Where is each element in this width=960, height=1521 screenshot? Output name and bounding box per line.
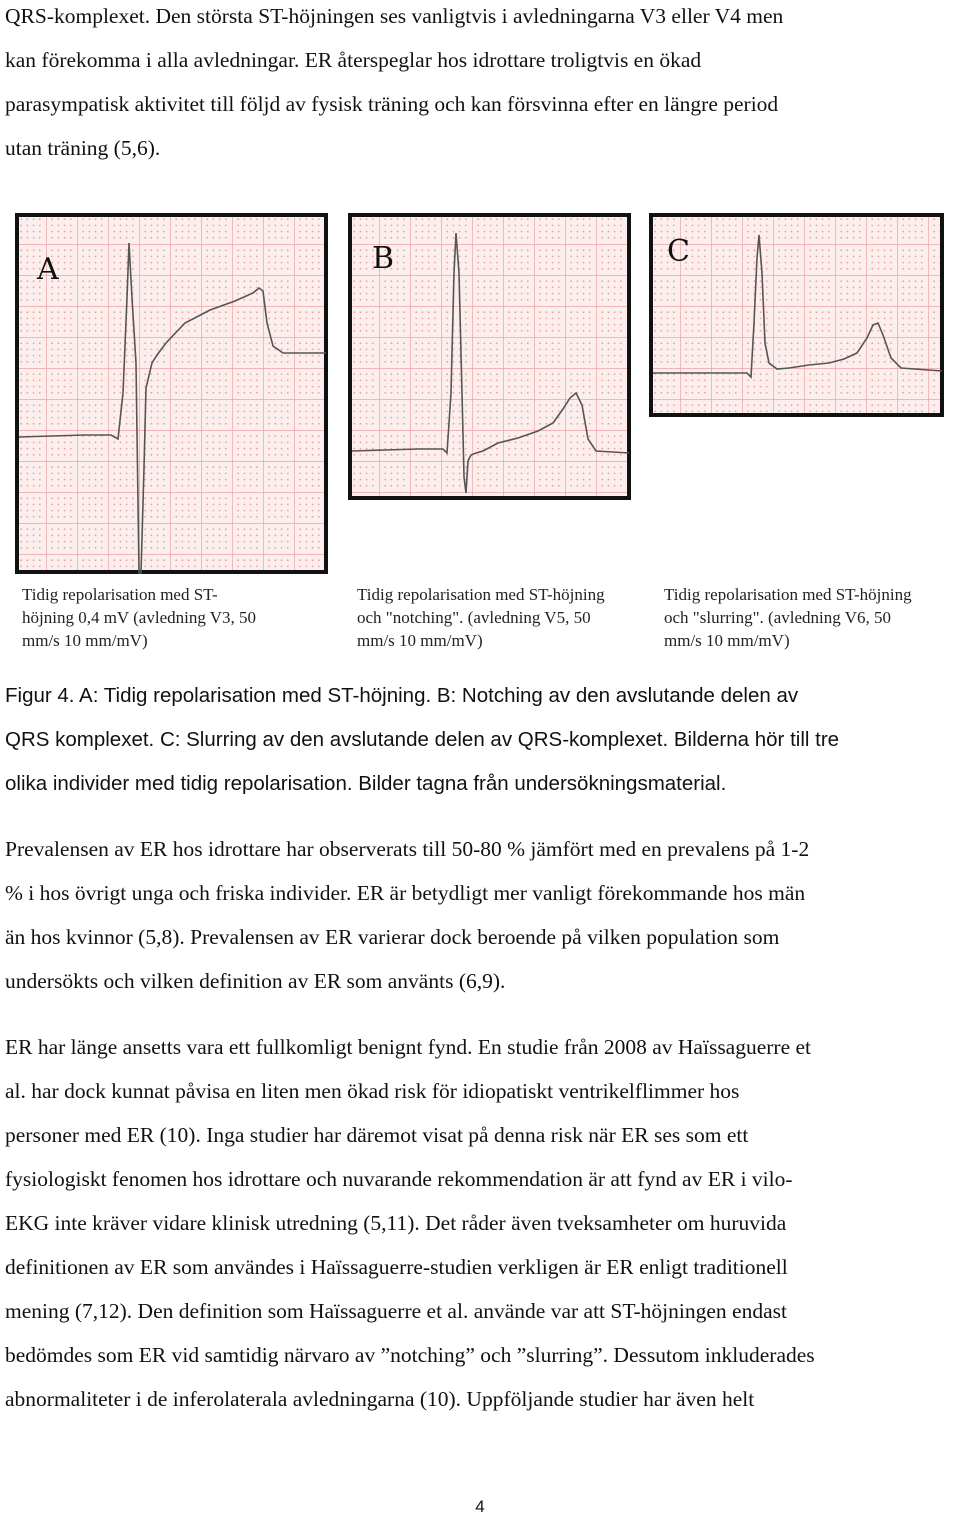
ecg-image-c	[649, 213, 944, 417]
paragraph-benign	[5, 1025, 957, 1421]
caption-line: Tidig repolarisation med ST-	[22, 585, 218, 604]
caption-line: och "slurring". (avledning V6, 50	[664, 608, 891, 627]
caption-line: Tidig repolarisation med ST-höjning	[664, 585, 912, 604]
text-line: ER har länge ansetts vara ett fullkomligt benignt fynd. En studie från 2008 av Haïssaguerre et	[5, 1035, 812, 1059]
panel-letter-b: B	[372, 241, 395, 276]
panel-caption-a	[22, 583, 322, 652]
caption-line: höjning 0,4 mV (avledning V3, 50	[22, 608, 257, 627]
ecg-panel-c	[649, 213, 944, 417]
text-line: % i hos övrigt unga och friska individer. ER är betydligt mer vanligt förekommande hos män	[5, 881, 806, 905]
panel-letter-a: A	[37, 252, 59, 287]
ecg-panel-b	[348, 213, 631, 500]
text-line: definitionen av ER som användes i Haïssaguerre-studien verkligen är ER enligt traditionell	[5, 1255, 788, 1279]
text-line: EKG inte kräver vidare klinisk utredning (5,11). Det råder även tveksamheter om huruvida	[5, 1211, 787, 1235]
text-line: abnormaliteter i de inferolaterala avledningarna (10). Uppföljande studier har även helt	[5, 1387, 755, 1411]
text-line: utan träning (5,6).	[5, 136, 161, 160]
text-line: fysiologiskt fenomen hos idrottare och nuvarande rekommendation är att fynd av ER i vilo-	[5, 1167, 793, 1191]
text-line: mening (7,12). Den definition som Haïssaguerre et al. använde var att ST-höjningen endast	[5, 1299, 787, 1323]
text-line: personer med ER (10). Inga studier har däremot visat på denna risk när ER ses som ett	[5, 1123, 749, 1147]
ecg-image-b	[348, 213, 631, 500]
text-line: QRS komplexet. C: Slurring av den avslutande delen av QRS-komplexet. Bilderna hör till tre	[5, 728, 840, 751]
caption-line: mm/s 10 mm/mV)	[357, 631, 483, 650]
panel-letter-c: C	[667, 234, 690, 269]
ecg-image-a	[15, 213, 328, 574]
text-line: Prevalensen av ER hos idrottare har observerats till 50-80 % jämfört med en prevalens på 1-2	[5, 837, 810, 861]
text-line: al. har dock kunnat påvisa en liten men ökad risk för idiopatiskt ventrikelflimmer hos	[5, 1079, 740, 1103]
figure-caption	[5, 674, 957, 806]
text-line: kan förekomma i alla avledningar. ER återspeglar hos idrottare troligtvis en ökad	[5, 48, 702, 72]
text-line: Figur 4. A: Tidig repolarisation med ST-höjning. B: Notching av den avslutande delen av	[5, 684, 799, 707]
caption-line: mm/s 10 mm/mV)	[22, 631, 148, 650]
panel-caption-b	[357, 583, 647, 652]
text-line: parasympatisk aktivitet till följd av fysisk träning och kan försvinna efter en längre period	[5, 92, 779, 116]
top-paragraph	[5, 0, 957, 170]
text-line: än hos kvinnor (5,8). Prevalensen av ER varierar dock beroende på vilken population som	[5, 925, 780, 949]
text-line: bedömdes som ER vid samtidig närvaro av ”notching” och ”slurring”. Dessutom inkluderades	[5, 1343, 815, 1367]
caption-line: och "notching". (avledning V5, 50	[357, 608, 591, 627]
panel-caption-c	[664, 583, 954, 652]
text-line: olika individer med tidig repolarisation. Bilder tagna från undersökningsmaterial.	[5, 772, 727, 795]
paragraph-prevalence	[5, 827, 957, 1003]
text-line: undersökts och vilken definition av ER som använts (6,9).	[5, 969, 506, 993]
caption-line: mm/s 10 mm/mV)	[664, 631, 790, 650]
ecg-panel-a	[15, 213, 328, 574]
text-line: QRS-komplexet. Den största ST-höjningen ses vanligtvis i avledningarna V3 eller V4 men	[5, 4, 784, 28]
caption-line: Tidig repolarisation med ST-höjning	[357, 585, 605, 604]
page-number: 4	[475, 1497, 485, 1516]
